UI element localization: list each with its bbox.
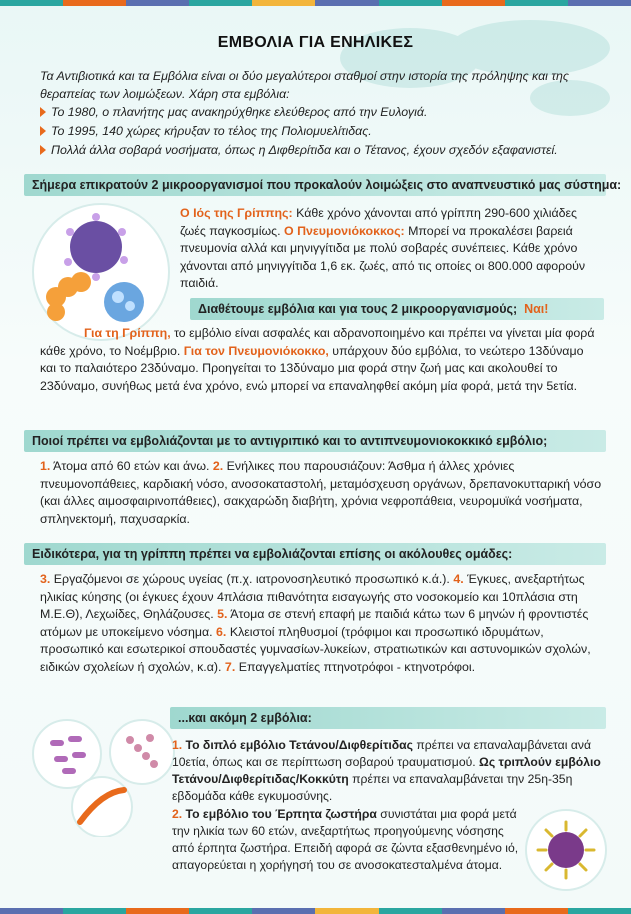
bacteria-illustration <box>22 712 182 837</box>
vaccines-available-heading: Διαθέτουμε εμβόλια και για τους 2 μικροοργανισμούς; Ναι! <box>190 298 604 320</box>
bullet-item: Το 1980, ο πλανήτης μας ανακηρύχθηκε ελεύθερος από την Ευλογιά. <box>40 105 610 119</box>
vaccines-text: Για τη Γρίππη, το εμβόλιο είναι ασφαλές και αδρανοποιημένο και πρέπει να γίνεται μία φορά κάθε χρόνο, το Νοέμβριο. Για τον Πνευμονιόκοκκο, υπάρχουν δύο εμβόλια, το νεώτερο 13δύναμο και το παλαιότερο 23δύναμο. Προηγείται το 13δύναμο μια φορά στην ζωή μας και ακολουθεί το 23δύναμο, συνήθως μετά ένα χρόνο, ενώ μπορεί να επαναληφθεί ακόμη μία φορά, μετά την 5ετία. <box>40 326 595 393</box>
section-heading-who-vaccinate: Ποιοί πρέπει να εμβολιάζονται με το αντιγριπικό και το αντιπνευμονιοκοκκικό εμβόλιο; <box>24 430 606 452</box>
flu-groups-text: 3. Εργαζόμενοι σε χώρους υγείας (π.χ. ιατρονοσηλευτικό προσωπικό κ.ά.). 4. Έγκυες, ανεξαρτήτως ηλικίας κύησης (οι έγκυες έχουν 4πλάσια πιθανότητα εισαγωγής στο νοσοκομείο και 10πλάσια στη Μ.Ε.Θ), Λεχωίδες, Θηλάζουσες. 5. Άτομα σε στενή επαφή με παιδιά κάτω των 6 μηνών ή φροντιστές ατόμων με υποκείμενο νόσημα. 6. Κλειστοί πληθυσμοί (τρόφιμοι και προσωπικό ιδρυμάτων, προσωπικό και εσωτερικοί σπουδαστές γυμνασίων-λυκείων, στρατιωτικών και αστυνομικών σχολών, ειδικών σχολείων ή σχολών, κ.α). 7. Επαγγελματίες πτηνοτρόφοι - κτηνοτρόφοι. <box>40 572 591 674</box>
who-vaccinate-text: 1. Άτομα από 60 ετών και άνω. 2. Ενήλικες που παρουσιάζουν: Άσθμα ή άλλες χρόνιες πνευμονοπάθειες, καρδιακή νόσο, ανοσοκαταστολή, μεταμόσχευση οργάνων, δρεπανοκυτταρική νόσο (και άλλες αιμοσφαιρινοπάθειες), σακχαρώδη διαβήτη, χρόνια νεφροπάθεια, νευρομυϊκά νοσήματα, σπληνεκτομή, παχυσαρκία. <box>40 459 602 526</box>
intro-text: Τα Αντιβιοτικά και τα Εμβόλια είναι οι δύο μεγαλύτεροι σταθμοί στην ιστορία της πρόληψης και της θεραπείας των λοιμώξεων. Χάρη στα εμβόλια: <box>40 69 569 101</box>
top-color-stripe <box>0 0 631 6</box>
section-heading-microorganisms: Σήμερα επικρατούν 2 μικροοργανισμοί που προκαλούν λοιμώξεις στο αναπνευστικό μας σύστημα: <box>24 174 606 196</box>
bottom-color-stripe <box>0 908 631 914</box>
triangle-bullet-icon <box>40 145 46 155</box>
virus-illustration <box>26 202 176 342</box>
bullet-item: Το 1995, 140 χώρες κήρυξαν το τέλος της Πολιομυελίτιδας. <box>40 124 610 138</box>
section-heading-flu-groups: Ειδικότερα, για τη γρίππη πρέπει να εμβολιάζονται επίσης οι ακόλουθες ομάδες: <box>24 543 606 565</box>
triangle-bullet-icon <box>40 126 46 136</box>
herpes-virus-illustration <box>524 808 608 892</box>
microorganisms-text: Ο Ιός της Γρίππης: Κάθε χρόνο χάνονται από γρίππη 290-600 χιλιάδες ζωές παγκοσμίως. Ο Πνευμονιόκοκκος: Μπορεί να προκαλέσει βαρειά πνευμονία αλλά και μηνιγγίτιδα με πολύ σοβαρές συνέπειες. Κάθε χρόνο χάνονται από μηνιγγίτιδα 1,6 εκ. ζωές, από τις οποίες οι 800.000 αφορούν παιδιά. <box>180 206 586 290</box>
page-title: ΕΜΒΟΛΙΑ ΓΙΑ ΕΝΗΛΙΚΕΣ <box>217 34 414 51</box>
more-vaccines-text-1: 1. Το διπλό εμβόλιο Τετάνου/Διφθερίτιδας πρέπει να επαναλαμβάνεται ανά 10ετία, όπως και σε περίπτωση σοβαρού τραυματισμού. Ως τριπλούν εμβόλιο Τετάνου/Διφθερίτιδας/Κοκκύτη πρέπει να επαναλαμβάνεται την 25η-35η εβδομάδα κάθε εγκυμοσύνης. <box>172 738 601 803</box>
triangle-bullet-icon <box>40 107 46 117</box>
section-heading-more-vaccines: ...και ακόμη 2 εμβόλια: <box>170 707 606 729</box>
more-vaccines-text-2: 2. Το εμβόλιο του Έρπητα ζωστήρα συνιστάται μια φορά μετά την ηλικία των 60 ετών, ανεξαρτήτως προηγούμενης νόσησης από έρπητα ζωστήρα. Επειδή αφορά σε ζώντα εξασθενημένο ιό, απαγορεύεται η χορήγησή του σε ανοσοκατεσταλμένα άτομα. <box>172 807 519 872</box>
bullet-item: Πολλά άλλα σοβαρά νοσήματα, όπως η Διφθερίτιδα και ο Τέτανος, έχουν σχεδόν εξαφανιστεί. <box>40 143 610 157</box>
